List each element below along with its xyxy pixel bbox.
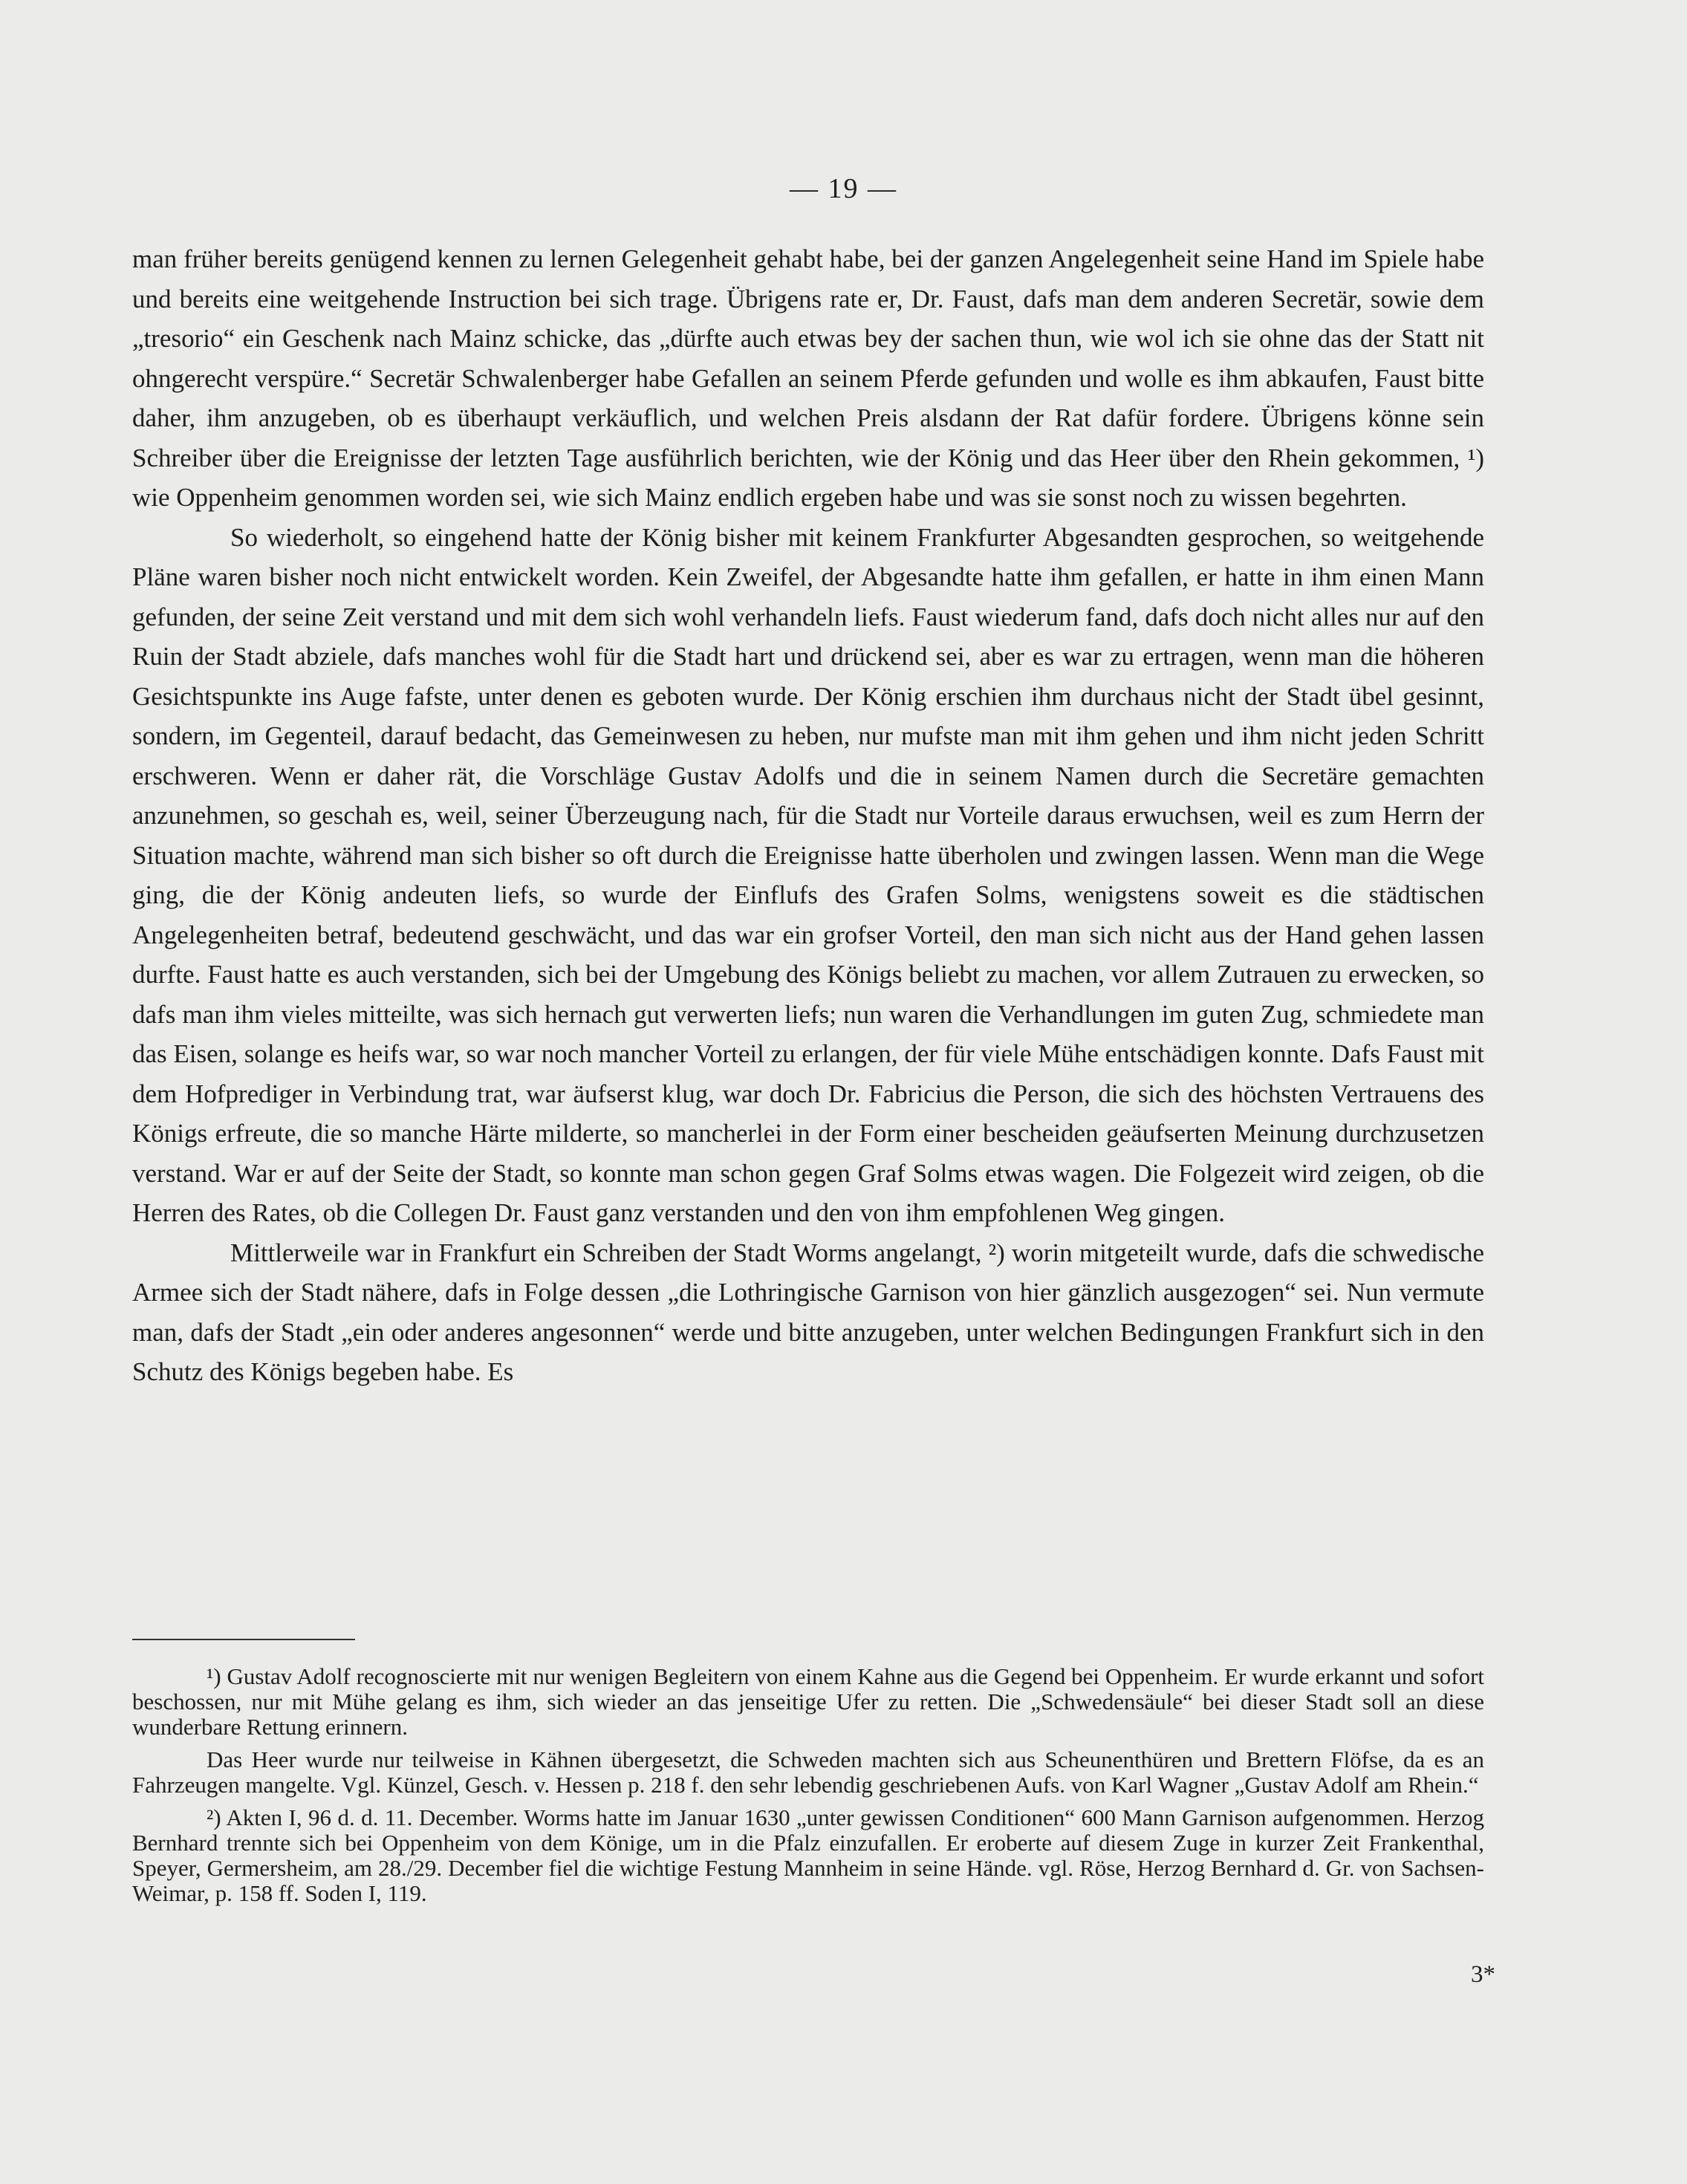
footnotes	[132, 1664, 1484, 1914]
paragraph: So wiederholt, so eingehend hatte der König bisher mit keinem Frankfurter Abgesandten gesprochen, so weitgehende Pläne waren bisher noch nicht entwickelt worden. Kein Zweifel, der Abgesandte hatte ihm gefallen, er hatte in ihm einen Mann gefunden, der seine Zeit verstand und mit dem sich wohl verhandeln liefs. Faust wiederum fand, dafs doch nicht alles nur auf den Ruin der Stadt abziele, dafs manches wohl für die Stadt hart und drückend sei, aber es war zu ertragen, wenn man die höheren Gesichtspunkte ins Auge fafste, unter denen es geboten wurde. Der König erschien ihm durchaus nicht der Stadt übel gesinnt, sondern, im Gegenteil, darauf bedacht, das Gemeinwesen zu heben, nur mufste man mit ihm gehen und ihm nicht jeden Schritt erschweren. Wenn er daher rät, die Vorschläge Gustav Adolfs und die in seinem Namen durch die Secretäre gemachten anzunehmen, so geschah es, weil, seiner Überzeugung nach, für die Stadt nur Vorteile daraus erwuchsen, weil es zum Herrn der Situation machte, während man sich bisher so oft durch die Ereignisse hatte überholen und zwingen lassen. Wenn man die Wege ging, die der König andeuten liefs, so wurde der Einflufs des Grafen Solms, wenigstens soweit es die städtischen Angelegenheiten betraf, bedeutend geschwächt, und das war ein grofser Vorteil, den man sich nicht aus der Hand gehen lassen durfte. Faust hatte es auch verstanden, sich bei der Umgebung des Königs beliebt zu machen, vor allem Zutrauen zu erwecken, so dafs man ihm vieles mitteilte, was sich hernach gut verwerten liefs; nun waren die Verhandlungen im guten Zug, schmiedete man das Eisen, solange es heifs war, so war noch mancher Vorteil zu erlangen, der für viele Mühe entschädigen konnte. Dafs Faust mit dem Hofprediger in Verbindung trat, war äufserst klug, war doch Dr. Fabricius die Person, die sich des höchsten Vertrauens des Königs erfreute, die so manche Härte milderte, so mancherlei in der Form einer bescheiden geäufserten Meinung durchzusetzen verstand. War er auf der Seite der Stadt, so konnte man schon gegen Graf Solms etwas wagen. Die Folgezeit wird zeigen, ob die Herren des Rates, ob die Collegen Dr. Faust ganz verstanden und den von ihm empfohlenen Weg gingen.	[132, 522, 1484, 1227]
paragraph: Mittlerweile war in Frankfurt ein Schreiben der Stadt Worms angelangt, ²) worin mitgeteilt wurde, dafs die schwedische Armee sich der Stadt nähere, dafs in Folge dessen „die Lothringische Garnison von hier gänzlich ausgezogen“ sei. Nun vermute man, dafs der Stadt „ein oder anderes angesonnen“ werde und bitte anzugeben, unter welchen Bedingungen Frankfurt sich in den Schutz des Königs begeben habe. Es	[132, 1238, 1484, 1386]
paragraph: man früher bereits genügend kennen zu lernen Gelegenheit gehabt habe, bei der ganzen Angelegenheit seine Hand im Spiele habe und bereits eine weitgehende Instruction bei sich trage. Übrigens rate er, Dr. Faust, dafs man dem anderen Secretär, sowie dem „tresorio“ ein Geschenk nach Mainz schicke, das „dürfte auch etwas bey der sachen thun, wie wol ich sie ohne das der Statt nit ohngerecht verspüre.“ Secretär Schwalenberger habe Gefallen an seinem Pferde gefunden und wolle es ihm abkaufen, Faust bitte daher, ihm anzugeben, ob es überhaupt verkäuflich, und welchen Preis alsdann der Rat dafür fordere. Übrigens könne sein Schreiber über die Ereignisse der letzten Tage ausführlich berichten, wie der König und das Heer über den Rhein gekommen, ¹) wie Oppenheim genommen worden sei, wie sich Mainz endlich ergeben habe und was sie sonst noch zu wissen begehrten.	[132, 244, 1484, 512]
footnote: Das Heer wurde nur teilweise in Kähnen übergesetzt, die Schweden machten sich aus Scheunenthüren und Brettern Flöfse, da es an Fahrzeugen mangelte. Vgl. Künzel, Gesch. v. Hessen p. 218 f. den sehr lebendig geschriebenen Aufs. von Karl Wagner „Gustav Adolf am Rhein.“	[132, 1746, 1484, 1798]
footnote: ²) Akten I, 96 d. d. 11. December. Worms hatte im Januar 1630 „unter gewissen Conditionen“ 600 Mann Garnison aufgenommen. Herzog Bernhard trennte sich bei Oppenheim von dem Könige, um in die Pfalz einzufallen. Er eroberte auf diesem Zuge in kurzer Zeit Frankenthal, Speyer, Germersheim, am 28./29. December fiel die wichtige Festung Mannheim in seine Hände. vgl. Röse, Herzog Bernhard d. Gr. von Sachsen-Weimar, p. 158 ff. Soden I, 119.	[132, 1804, 1484, 1906]
signature-mark: 3*	[1471, 1961, 1495, 1988]
main-text	[132, 239, 1484, 1392]
page-number: — 19 —	[790, 173, 897, 204]
footnote-divider	[132, 1639, 355, 1640]
footnote: ¹) Gustav Adolf recognoscierte mit nur wenigen Begleitern von einem Kahne aus die Gegend bei Oppenheim. Er wurde erkannt und sofort beschossen, nur mit Mühe gelang es ihm, sich wieder an das jenseitige Ufer zu retten. Die „Schwedensäule“ bei dieser Stadt soll an diese wunderbare Rettung erinnern.	[132, 1663, 1484, 1740]
